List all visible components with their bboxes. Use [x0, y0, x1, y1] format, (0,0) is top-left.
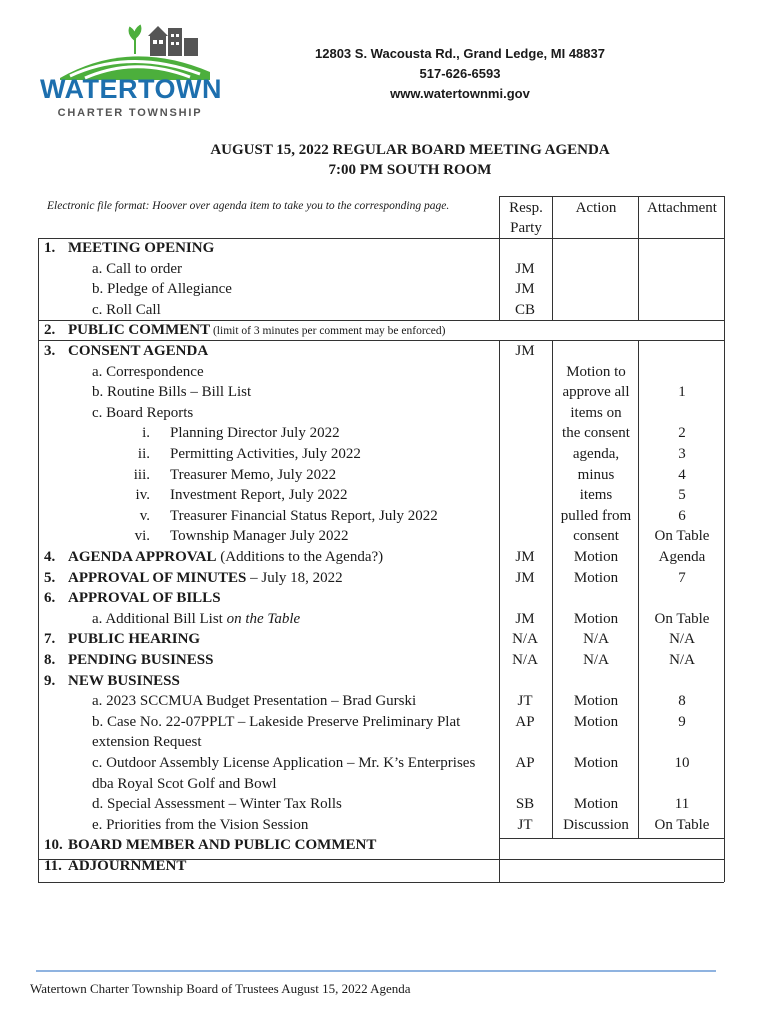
agenda-row[interactable]: [0, 341, 770, 362]
logo-subtitle: CHARTER TOWNSHIP: [57, 107, 203, 119]
attachment-cell: 6: [678, 507, 686, 524]
item-text: [68, 588, 221, 608]
agenda-row[interactable]: [0, 609, 770, 630]
action-cell: Motion: [573, 569, 619, 586]
footer-divider: [36, 970, 716, 972]
resp-party: AP: [515, 755, 535, 771]
resp-party: N/A: [512, 631, 538, 648]
attachment-cell: 10: [674, 755, 690, 771]
header-action: Action: [575, 200, 617, 216]
action-cell: Motion: [573, 549, 619, 565]
sub-item-numeral: iii.: [133, 466, 150, 483]
agenda-row[interactable]: [0, 671, 770, 692]
resp-party: JT: [517, 693, 533, 710]
action-cell: N/A: [583, 631, 609, 648]
item-text: [92, 259, 182, 279]
attachment-cell: 9: [678, 713, 686, 730]
agenda-title: [130, 140, 690, 180]
attachment-cell: On Table: [654, 610, 710, 627]
item-number: 3.: [44, 343, 56, 359]
item-label: a. Additional Bill List: [92, 610, 227, 627]
item-text: [68, 835, 376, 855]
item-label: AGENDA APPROVAL: [68, 549, 217, 565]
footer-text: Watertown Charter Township Board of Trustees August 15, 2022 Agenda: [30, 981, 411, 996]
agenda-row[interactable]: [0, 403, 770, 424]
item-number: 8.: [44, 652, 56, 668]
item-text: [92, 794, 342, 814]
agenda-row[interactable]: [0, 856, 770, 877]
agenda-row[interactable]: [0, 547, 770, 568]
item-text: [68, 671, 180, 691]
item-label: PUBLIC COMMENT: [68, 322, 211, 339]
item-text: [68, 341, 208, 361]
resp-party: JM: [515, 549, 535, 565]
logo-graphic: [40, 20, 220, 80]
resp-party: JM: [515, 569, 535, 586]
attachment-cell: On Table: [654, 816, 710, 833]
sub-item-numeral: vi.: [134, 528, 150, 545]
agenda-row[interactable]: [0, 712, 770, 733]
item-text: [92, 300, 161, 320]
item-label: a. 2023 SCCMUA Budget Presentation – Brad Gurski: [92, 693, 417, 710]
item-number: 10.: [44, 837, 63, 854]
attachment-cell: 4: [678, 466, 686, 483]
action-cell: items on: [570, 404, 622, 421]
action-cell: Motion: [573, 755, 619, 771]
item-text: [68, 650, 213, 670]
item-label: d. Special Assessment – Winter Tax Rolls: [92, 796, 342, 813]
item-label: CONSENT AGENDA: [68, 343, 209, 359]
item-label: Investment Report, July 2022: [170, 487, 348, 504]
item-label: c. Outdoor Assembly License Application – Mr. K’s Enterprises: [92, 755, 476, 771]
item-text: [92, 382, 251, 402]
item-number: 9.: [44, 672, 56, 689]
agenda-row[interactable]: [0, 526, 770, 547]
item-text: [68, 568, 343, 588]
item-label: Permitting Activities, July 2022: [170, 446, 361, 462]
item-text: [170, 485, 347, 505]
agenda-row[interactable]: [0, 753, 770, 774]
phone: 517-626-6593: [419, 66, 501, 81]
item-text: [92, 609, 300, 629]
item-text: [92, 815, 308, 835]
item-label: BOARD MEMBER AND PUBLIC COMMENT: [68, 837, 377, 854]
agenda-row[interactable]: [0, 465, 770, 486]
agenda-row[interactable]: [0, 732, 770, 753]
item-text: [170, 423, 340, 443]
header-party: Party: [510, 220, 542, 236]
resp-party: AP: [515, 713, 535, 730]
item-italic: on the Table: [226, 610, 301, 627]
address: 12803 S. Wacousta Rd., Grand Ledge, MI 48837: [315, 46, 605, 61]
agenda-row[interactable]: [0, 568, 770, 589]
action-cell: Motion to: [566, 363, 626, 380]
item-label: APPROVAL OF BILLS: [68, 590, 221, 607]
item-text: [92, 279, 232, 299]
item-text: [170, 526, 349, 546]
agenda-row[interactable]: [0, 835, 770, 856]
item-text: [92, 712, 460, 732]
action-cell: pulled from: [560, 507, 632, 524]
resp-party: JM: [515, 610, 535, 627]
title-line-1: AUGUST 15, 2022 REGULAR BOARD MEETING AGENDA: [210, 142, 610, 158]
item-number: 11.: [44, 858, 62, 874]
item-number: 6.: [44, 590, 56, 607]
agenda-row[interactable]: [0, 259, 770, 280]
item-number: 4.: [44, 549, 56, 565]
action-cell: consent: [573, 528, 619, 545]
item-label: NEW BUSINESS: [68, 672, 180, 689]
sub-item-numeral: v.: [139, 507, 150, 524]
attachment-cell: 7: [678, 569, 686, 586]
sub-item-numeral: i.: [142, 425, 150, 442]
agenda-row[interactable]: [0, 423, 770, 444]
agenda-row[interactable]: [0, 691, 770, 712]
action-cell: minus: [577, 466, 615, 483]
agenda-row[interactable]: [0, 300, 770, 321]
item-label: dba Royal Scot Golf and Bowl: [92, 775, 277, 792]
attachment-cell: 11: [674, 796, 690, 813]
action-cell: the consent: [562, 425, 630, 442]
agenda-row[interactable]: [0, 774, 770, 795]
item-text: [68, 856, 186, 876]
attachment-cell: 1: [678, 384, 686, 401]
agenda-row[interactable]: [0, 320, 770, 341]
item-label: a. Correspondence: [92, 363, 204, 380]
attachment-cell: 5: [678, 487, 686, 504]
agenda-row[interactable]: [0, 485, 770, 506]
action-cell: Motion: [573, 693, 619, 710]
attachment-cell: 2: [678, 425, 686, 442]
resp-party: JT: [517, 816, 533, 833]
item-label: Treasurer Memo, July 2022: [170, 466, 337, 483]
agenda-row[interactable]: [0, 588, 770, 609]
action-cell: approve all: [562, 384, 630, 401]
action-cell: Discussion: [563, 816, 629, 833]
resp-party: N/A: [512, 652, 538, 668]
attachment-cell: On Table: [654, 528, 710, 545]
action-cell: items: [579, 487, 613, 504]
agenda-row[interactable]: [0, 629, 770, 650]
item-label: PENDING BUSINESS: [68, 652, 214, 668]
agenda-row[interactable]: [0, 506, 770, 527]
item-label: Planning Director July 2022: [170, 425, 340, 442]
logo-name: WATERTOWN: [40, 74, 222, 104]
action-cell: Motion: [573, 713, 619, 730]
item-label: c. Board Reports: [92, 404, 194, 421]
item-text: [68, 629, 200, 649]
item-note: (limit of 3 minutes per comment may be enforced): [210, 325, 446, 338]
item-detail: – July 18, 2022: [246, 569, 343, 586]
attachment-cell: N/A: [669, 631, 695, 648]
item-text: [68, 547, 383, 567]
item-number: 1.: [44, 240, 56, 256]
item-label: b. Case No. 22-07PPLT – Lakeside Preserve Preliminary Plat: [92, 713, 461, 730]
item-text: [92, 362, 204, 382]
sub-item-numeral: ii.: [137, 446, 150, 462]
resp-party: SB: [515, 796, 535, 813]
action-cell: N/A: [583, 652, 609, 668]
item-text: [68, 320, 445, 341]
item-text: [92, 732, 202, 752]
attachment-cell: Agenda: [658, 549, 706, 565]
item-label: Township Manager July 2022: [170, 528, 349, 545]
item-detail: (Additions to the Agenda?): [216, 549, 384, 565]
resp-party: JM: [515, 260, 535, 277]
item-number: 5.: [44, 569, 56, 586]
item-text: [68, 238, 214, 258]
item-text: [92, 774, 277, 794]
item-label: a. Call to order: [92, 260, 182, 277]
item-label: APPROVAL OF MINUTES: [68, 569, 247, 586]
resp-party: JM: [515, 281, 535, 298]
item-text: [92, 691, 416, 711]
header-resp-party: [500, 198, 552, 238]
attachment-cell: 3: [678, 446, 686, 462]
sub-item-numeral: iv.: [135, 487, 150, 504]
title-line-2: 7:00 PM SOUTH ROOM: [328, 162, 492, 178]
file-format-note: Electronic file format: Hoover over agenda item to take you to the corresponding page.: [47, 200, 450, 212]
agenda-row[interactable]: [0, 650, 770, 671]
header-attachment: Attachment: [647, 200, 717, 216]
item-label: b. Pledge of Allegiance: [92, 281, 232, 298]
header-resp: Resp.: [509, 200, 543, 216]
item-label: Treasurer Financial Status Report, July 2022: [170, 507, 438, 524]
agenda-row[interactable]: [0, 279, 770, 300]
item-label: extension Request: [92, 734, 202, 751]
item-text: [92, 403, 193, 423]
agenda-row[interactable]: [0, 794, 770, 815]
item-text: [170, 444, 361, 464]
item-number: 2.: [44, 322, 56, 339]
attachment-cell: N/A: [669, 652, 695, 668]
item-text: [170, 465, 336, 485]
item-text: [92, 753, 475, 773]
action-cell: Motion: [573, 610, 619, 627]
agenda-row[interactable]: [0, 238, 770, 259]
resp-party: CB: [514, 301, 535, 318]
attachment-cell: 8: [678, 693, 686, 710]
action-cell: agenda,: [572, 446, 620, 462]
agenda-row[interactable]: [0, 444, 770, 465]
item-label: PUBLIC HEARING: [68, 631, 201, 648]
website[interactable]: www.watertownmi.gov: [390, 86, 530, 101]
resp-party: JM: [515, 343, 535, 359]
item-number: 7.: [44, 631, 56, 648]
item-label: b. Routine Bills – Bill List: [92, 384, 252, 401]
agenda-row[interactable]: [0, 362, 770, 383]
item-text: [170, 506, 438, 526]
action-cell: Motion: [573, 796, 619, 813]
contact-block: [260, 44, 660, 104]
agenda-row[interactable]: [0, 382, 770, 403]
item-label: ADJOURNMENT: [68, 858, 187, 874]
agenda-row[interactable]: [0, 815, 770, 836]
item-label: e. Priorities from the Vision Session: [92, 816, 309, 833]
township-logo: [40, 20, 220, 120]
item-label: MEETING OPENING: [68, 240, 215, 256]
item-label: c. Roll Call: [92, 301, 161, 318]
